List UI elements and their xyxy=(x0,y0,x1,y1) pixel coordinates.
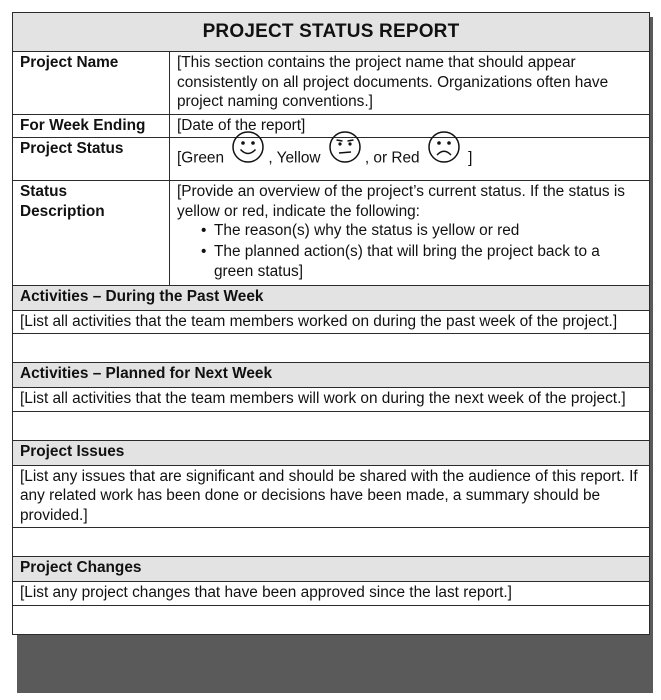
status-close-bracket: ] xyxy=(468,149,473,167)
status-green-text: [Green xyxy=(177,149,225,167)
project-name-row xyxy=(13,52,650,115)
blank-entry-changes[interactable] xyxy=(13,605,650,634)
neutral-face-icon xyxy=(328,130,362,169)
project-status-label: Project Status xyxy=(13,138,170,181)
section-body-row xyxy=(13,582,650,606)
section-heading-issues: Project Issues xyxy=(13,440,650,465)
title-row xyxy=(13,13,650,52)
section-heading-past-week: Activities – During the Past Week xyxy=(13,285,650,310)
status-description-bullets xyxy=(177,221,642,283)
status-description-row xyxy=(13,181,650,286)
section-body-past-week[interactable]: [List all activities that the team members worked on during the past week of the project.] xyxy=(13,310,650,334)
status-description-intro: [Provide an overview of the project’s current status. If the status is yellow or red, indicate the following: xyxy=(177,183,625,220)
section-body-changes[interactable]: [List any project changes that have been approved since the last report.] xyxy=(13,582,650,606)
bullet-item: • The reason(s) why the status is yellow or red xyxy=(201,221,642,242)
section-body-issues[interactable]: [List any issues that are significant and should be shared with the audience of this report. If any related work has been done or decisions have been made, a summary should be provided.] xyxy=(13,465,650,528)
status-yellow-text: , Yellow xyxy=(268,149,321,167)
status-red-text: , or Red xyxy=(364,149,420,167)
project-name-label: Project Name xyxy=(13,52,170,115)
section-heading-next-week: Activities – Planned for Next Week xyxy=(13,363,650,388)
week-ending-label: For Week Ending xyxy=(13,114,170,138)
section-heading-changes: Project Changes xyxy=(13,557,650,582)
status-description-value[interactable] xyxy=(170,181,650,286)
section-heading-row xyxy=(13,440,650,465)
project-status-row xyxy=(13,138,650,181)
status-report-table xyxy=(12,12,650,635)
section-heading-row xyxy=(13,557,650,582)
blank-row xyxy=(13,605,650,634)
blank-row xyxy=(13,334,650,363)
project-status-value[interactable] xyxy=(170,138,650,181)
section-body-row xyxy=(13,310,650,334)
happy-face-icon xyxy=(231,130,265,169)
section-heading-row xyxy=(13,285,650,310)
section-heading-row xyxy=(13,363,650,388)
blank-entry-issues[interactable] xyxy=(13,528,650,557)
status-description-label-text: Status Description xyxy=(20,183,105,220)
bullet-item: • The planned action(s) that will bring the project back to a green status] xyxy=(201,242,642,283)
blank-row xyxy=(13,528,650,557)
status-description-label xyxy=(13,181,170,286)
sad-face-icon xyxy=(427,130,461,169)
blank-entry-next-week[interactable] xyxy=(13,411,650,440)
report-title: PROJECT STATUS REPORT xyxy=(13,13,650,52)
project-name-value[interactable]: [This section contains the project name that should appear consistently on all project documents. Organizations often have project naming conventions.] xyxy=(170,52,650,115)
blank-row xyxy=(13,411,650,440)
section-body-row xyxy=(13,388,650,412)
week-ending-value[interactable]: [Date of the report] xyxy=(170,114,650,138)
section-body-next-week[interactable]: [List all activities that the team members will work on during the next week of the project.] xyxy=(13,388,650,412)
section-body-row xyxy=(13,465,650,528)
blank-entry-past-week[interactable] xyxy=(13,334,650,363)
